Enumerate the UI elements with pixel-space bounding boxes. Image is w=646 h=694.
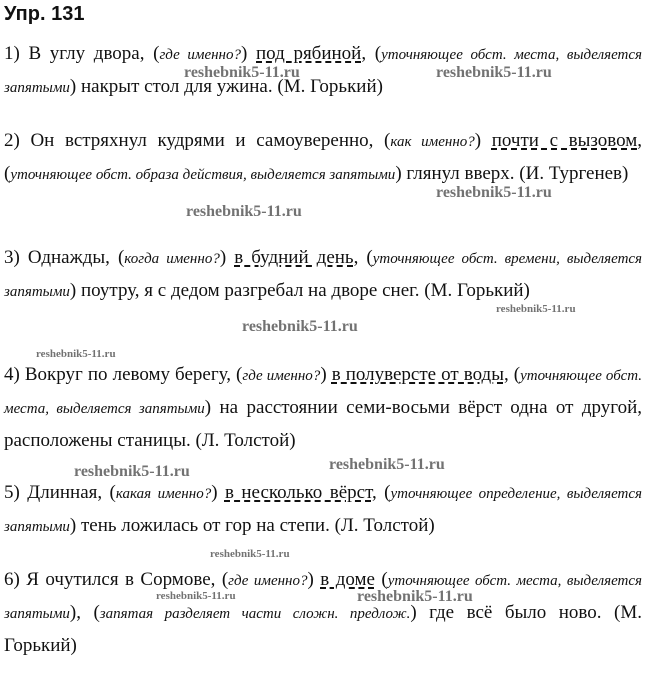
sentence-text: , (: [4, 130, 643, 184]
watermark: reshebnik5-11.ru: [496, 303, 576, 315]
sentence-text: ) где всё было ново. (М. Горький): [4, 602, 642, 656]
watermark: reshebnik5-11.ru: [186, 203, 302, 220]
explanation-note: запятая разделяет части сложн. предлож.: [99, 606, 411, 622]
sentence-text: ): [320, 364, 332, 385]
underlined-phrase: в полуверсте от воды: [331, 364, 504, 385]
watermark: reshebnik5-11.ru: [36, 348, 116, 360]
sentence-text: ) тень ложилась от гор на степи. (Л. Толстой): [69, 515, 435, 536]
sentence-text: , (: [503, 364, 521, 385]
underlined-phrase: в доме: [320, 569, 375, 590]
sentence-text: ) накрыт стол для ужина. (М. Горький): [69, 76, 383, 97]
sentence-text: , (: [371, 482, 391, 503]
sentence-text: 1) В углу двора, (: [4, 43, 160, 64]
underlined-phrase: под рябиной: [256, 43, 362, 64]
sentence-text: ), (: [69, 602, 100, 623]
underlined-phrase: в несколько вёрст: [224, 482, 372, 503]
explanation-note: уточняющее обст. образа действия, выделяется запятыми: [10, 167, 396, 183]
watermark: reshebnik5-11.ru: [210, 548, 290, 560]
watermark: reshebnik5-11.ru: [156, 590, 236, 602]
sentence-text: 4) Вокруг по левому берегу, (: [4, 364, 243, 385]
watermark: reshebnik5-11.ru: [329, 456, 445, 473]
watermark: reshebnik5-11.ru: [357, 588, 473, 605]
watermark: reshebnik5-11.ru: [436, 184, 552, 201]
explanation-note: уточняющее обст. места, выделяется запятыми: [4, 573, 643, 622]
underlined-phrase: почти с вызовом: [491, 130, 638, 151]
sentence-text: , (: [353, 247, 373, 268]
sentence-6: [4, 564, 642, 662]
explanation-note: уточняющее определение, выделяется запятыми: [4, 486, 643, 535]
watermark: reshebnik5-11.ru: [436, 64, 552, 81]
sentence-5: [4, 477, 642, 543]
explanation-note: уточняющее обст. места, выделяется запятыми: [4, 47, 643, 96]
sentence-text: ): [211, 482, 225, 503]
sentence-text: (: [374, 569, 388, 590]
sentence-text: ): [241, 43, 256, 64]
watermark: reshebnik5-11.ru: [74, 463, 190, 480]
watermark: reshebnik5-11.ru: [184, 64, 300, 81]
question-note: какая именно?: [115, 486, 212, 502]
watermark: reshebnik5-11.ru: [242, 318, 358, 335]
underlined-phrase: в будний день: [234, 247, 354, 268]
sentence-text: 5) Длинная, (: [4, 482, 116, 503]
explanation-note: уточняющее обст. места, выделяется запятыми: [4, 368, 642, 417]
sentence-3: [4, 242, 642, 308]
question-note: как именно?: [390, 134, 475, 150]
question-note: где именно?: [159, 47, 242, 63]
sentence-text: , (: [361, 43, 382, 64]
explanation-note: уточняющее обст. времени, выделяется запятыми: [4, 251, 643, 300]
exercise-title: Упр. 131: [4, 3, 85, 25]
sentence-text: 2) Он встряхнул кудрями и самоуверенно, (: [4, 130, 391, 151]
sentence-text: 6) Я очутился в Сормове, (: [4, 569, 229, 590]
question-note: где именно?: [228, 573, 308, 589]
sentence-text: ): [219, 247, 235, 268]
sentence-text: ): [474, 130, 492, 151]
sentence-text: ): [307, 569, 321, 590]
question-note: когда именно?: [124, 251, 220, 267]
question-note: где именно?: [242, 368, 321, 384]
sentence-2: [4, 125, 642, 191]
sentence-text: ) поутру, я с дедом разгребал на дворе снег. (М. Горький): [69, 280, 530, 301]
sentence-text: ) на расстоянии семи-восьми вёрст одна от другой, расположены станицы. (Л. Толстой): [4, 397, 642, 451]
sentence-text: ) глянул вверх. (И. Тургенев): [395, 163, 629, 184]
sentence-4: [4, 359, 642, 457]
sentence-text: 3) Однажды, (: [4, 247, 125, 268]
